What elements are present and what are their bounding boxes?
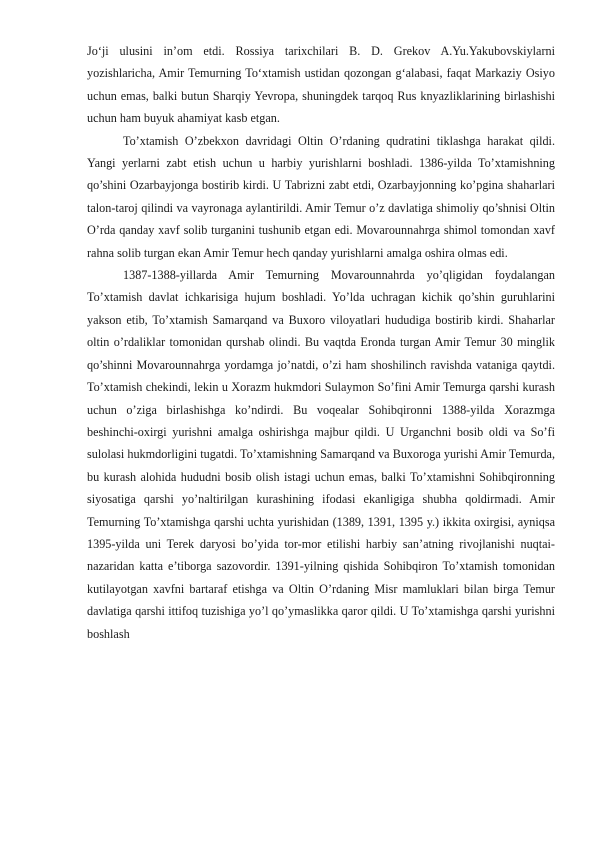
document-page [87,40,555,645]
paragraph-3: 1387-1388-yillarda Amir Temurning Movarounnahrda yo’qligidan foydalangan To’xtamish davlat ichkarisiga hujum boshladi. Yo’lda uchragan kichik qo’shin guruhlarini yakson etib, To’xtamish Samarqand va Buxoro viloyatlari hududiga bostirib kirdi. Shaharlar oltin o’rdaliklar tomonidan qurshab olindi. Bu vaqtda Eronda turgan Amir Temur 30 minglik qo’shinni Movarounnahrga yordamga jo’natdi, o’zi ham shoshilinch ravishda vataniga qaytdi. To’xtamish chekindi, lekin u Xorazm hukmdori Sulaymon So’fini Amir Temurga qarshi kurash uchun o’ziga birlashishga ko’ndirdi. Bu voqealar Sohibqironni 1388-yilda Xorazmga beshinchi-oxirgi yurishni amalga oshirishga majbur qildi. U Urganchni bosib oldi va So’fi sulolasi hukmdorligini tugatdi. To’xtamishning Samarqand va Buxoroga yurishi Amir Temurda, bu kurash alohida hududni bosib olish istagi uchun emas, balki To’xtamishni Sohibqironning siyosatiga qarshi yo’naltirilgan kurashining ifodasi ekanligiga shubha qoldirmadi. Amir Temurning To’xtamishga qarshi uchta yurishidan (1389, 1391, 1395 y.) ikkita oxirgisi, ayniqsa 1395-yilda uni Terek daryosi bo’yida tor-mor etilishi harbiy san’atning rivojlanishi nuqtai-nazaridan katta e’tiborga sazovordir. 1391-yilning qishida Sohibqiron To’xtamish tomonidan kutilayotgan xavfni bartaraf etishga va Oltin O’rdaning Misr mamluklari bilan birga Temur davlatiga qarshi ittifoq tuzishiga yo’l qo’ymaslikka qaror qildi. U To’xtamishga qarshi yurishni boshlash [87,268,555,641]
paragraph-1: Jo‘ji ulusini in’om etdi. Rossiya tarixchilari B. D. Grekov A.Yu.Yakubovskiylarni yozishlaricha, Amir Temurning To‘xtamish ustidan qozongan g‘alabasi, faqat Markaziy Osiyo uchun emas, balki butun Sharqiy Yevropa, shuningdek tarqoq Rus knyazliklarining birlashishi uchun ham buyuk ahamiyat kasb etgan. [87,44,555,126]
paragraph-2: To’xtamish O’zbekxon davridagi Oltin O’rdaning qudratini tiklashga harakat qildi. Yangi yerlarni zabt etish uchun u harbiy yurishlarni boshladi. 1386-yilda To’xtamishning qo’shini Ozarbayjonga bostirib kirdi. U Tabrizni zabt etdi, Ozarbayjonning ko’pgina shaharlari talon-taroj qilindi va vayronaga aylantirildi. Amir Temur o’z davlatiga shimoliy qo’shnisi Oltin O’rda qanday xavf solib turganini tushunib etgan edi. Movarounnahrga shimol tomondan xavf rahna solib turgan ekan Amir Temur hech qanday yurishlarni amalga oshira olmas edi. [87,133,555,260]
